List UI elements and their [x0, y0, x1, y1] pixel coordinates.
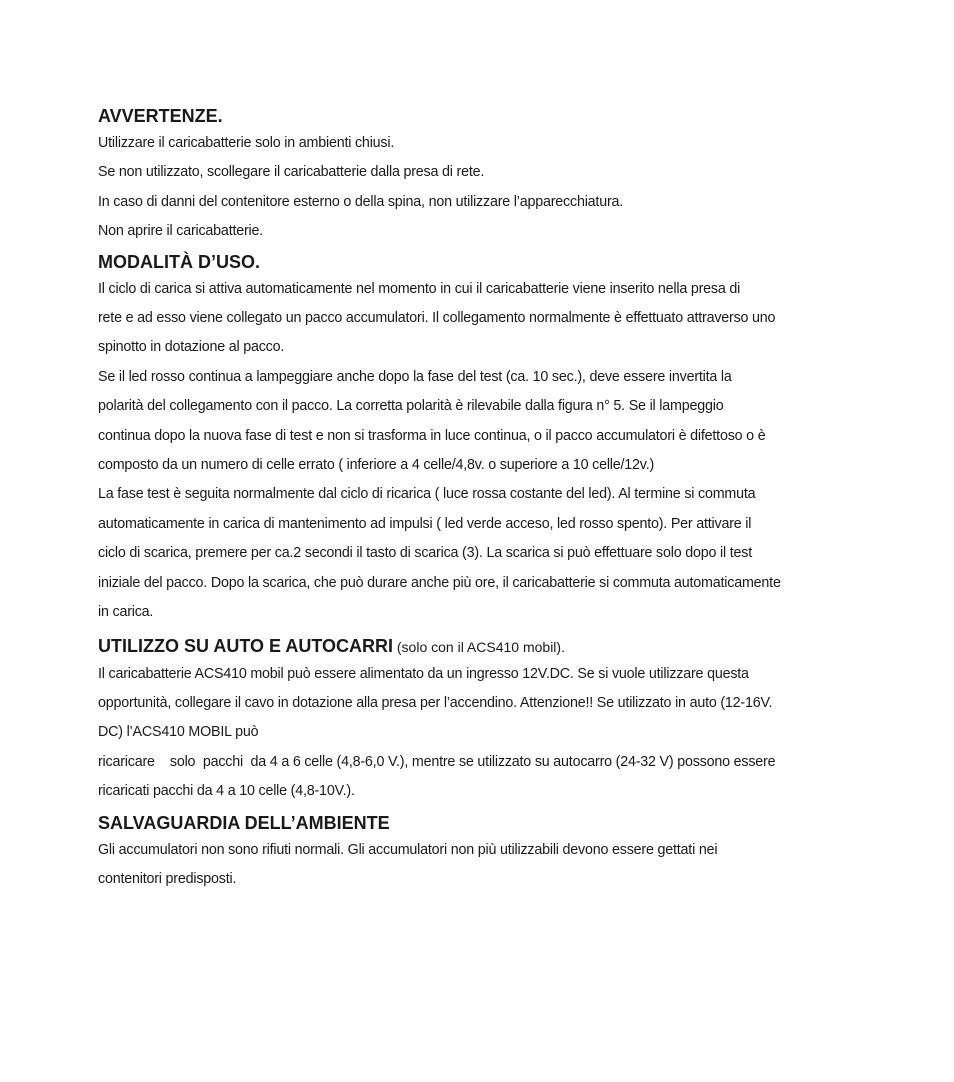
section-body [98, 275, 868, 628]
section-heading: AVVERTENZE. [98, 106, 223, 126]
text-line: Se il led rosso continua a lampeggiare anche dopo la fase del test (ca. 10 sec.), deve essere invertita la [98, 368, 732, 385]
section-utilizzo-auto [98, 634, 868, 807]
text-line: Non aprire il caricabatterie. [98, 223, 264, 240]
section-heading [98, 634, 868, 660]
text-line: Il caricabatterie ACS410 mobil può essere alimentato da un ingresso 12V.DC. Se si vuole utilizzare questa [98, 665, 749, 682]
document-page [98, 104, 868, 894]
text-line: Se non utilizzato, scollegare il caricabatterie dalla presa di rete. [98, 164, 485, 181]
text-line: Il ciclo di carica si attiva automaticamente nel momento in cui il caricabatterie viene inserito nella presa di [98, 280, 741, 297]
text-line: Gli accumulatori non sono rifiuti normali. Gli accumulatori non più utilizzabili devono essere gettati nei [98, 841, 718, 858]
text-line: in carica. [98, 604, 154, 621]
text-line: ricaricare solo pacchi da 4 a 6 celle (4,8-6,0 V.), mentre se utilizzato su autocarro (24-32 V) possono essere [98, 753, 776, 770]
section-body [98, 129, 868, 247]
text-line: opportunità, collegare il cavo in dotazione alla presa per l’accendino. Attenzione!! Se utilizzato in auto (12-16V. [98, 694, 773, 711]
text-line: polarità del collegamento con il pacco. La corretta polarità è rilevabile dalla figura n° 5. Se il lampeggio [98, 398, 724, 415]
text-line: DC) l’ACS410 MOBIL può [98, 724, 259, 741]
text-line: continua dopo la nuova fase di test e non si trasforma in luce continua, o il pacco accumulatori è difettoso o è [98, 427, 766, 444]
text-line: ciclo di scarica, premere per ca.2 secondi il tasto di scarica (3). La scarica si può effettuare solo dopo il test [98, 545, 752, 562]
section-body [98, 660, 868, 807]
text-line: automaticamente in carica di mantenimento ad impulsi ( led verde acceso, led rosso spento). Per attivare il [98, 515, 752, 532]
section-heading-text: UTILIZZO SU AUTO E AUTOCARRI [98, 635, 393, 656]
section-salvaguardia-ambiente [98, 811, 868, 895]
text-line: contenitori predisposti. [98, 870, 237, 887]
section-heading: MODALITÀ D’USO. [98, 251, 260, 272]
text-line: iniziale del pacco. Dopo la scarica, che può durare anche più ore, il caricabatterie si commuta automaticamente [98, 574, 781, 591]
section-modalita-uso [98, 250, 868, 628]
text-line: composto da un numero di celle errato ( inferiore a 4 celle/4,8v. o superiore a 10 celle/12v.) [98, 457, 655, 474]
section-heading: SALVAGUARDIA DELL’AMBIENTE [98, 812, 390, 833]
text-line: rete e ad esso viene collegato un pacco accumulatori. Il collegamento normalmente è effettuato attraverso uno [98, 310, 776, 327]
text-line: La fase test è seguita normalmente dal ciclo di ricarica ( luce rossa costante del led). Al termine si commuta [98, 486, 756, 503]
text-line: In caso di danni del contenitore esterno o della spina, non utilizzare l’apparecchiatura. [98, 193, 624, 210]
section-body [98, 836, 868, 895]
text-line: ricaricati pacchi da 4 a 10 celle (4,8-10V.). [98, 783, 355, 800]
text-line: Utilizzare il caricabatterie solo in ambienti chiusi. [98, 135, 395, 151]
section-heading-note: (solo con il ACS410 mobil). [393, 638, 565, 655]
text-line: spinotto in dotazione al pacco. [98, 339, 285, 356]
section-avvertenze [98, 104, 868, 247]
